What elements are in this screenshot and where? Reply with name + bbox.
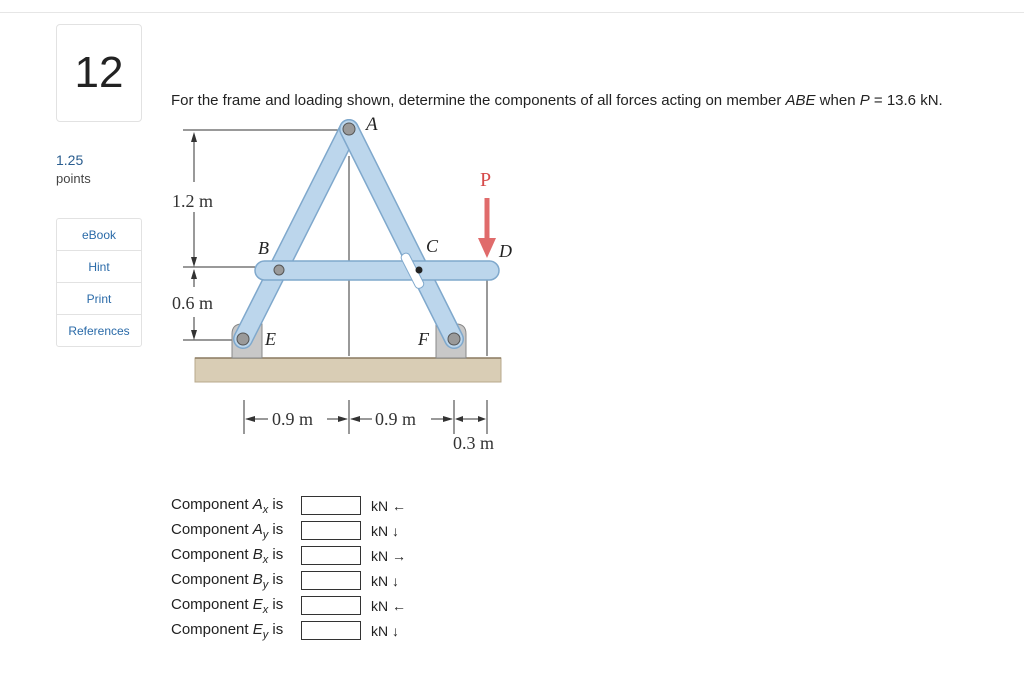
dim-0-3m: 0.3 m [453,433,495,453]
frame-figure [150,112,530,462]
pin-B [274,265,284,275]
points-value: 1.25 [56,152,84,168]
unit-Ex: kN ← [371,597,406,614]
answer-row-Ex: Component $E_x$ is kN ← [171,595,406,616]
answer-input-By[interactable] [301,571,361,590]
load-symbol: P [859,92,870,109]
unit-Ey: kN ↓ [371,622,399,639]
answer-input-Ex[interactable] [301,596,361,615]
unit-Bx: kN → [371,547,406,564]
unit-Ax: kN ← [371,497,406,514]
label-B: B [258,238,269,258]
label-P: P [480,169,492,191]
references-link[interactable]: References [57,314,141,346]
answer-row-Ax: Component $A_x$ is kN ← [171,495,406,516]
dim-1-2m: 1.2 m [172,191,214,211]
resources-panel [56,218,142,347]
points-label: points [56,171,91,186]
pin-A [343,123,355,135]
answer-input-Ay[interactable] [301,521,361,540]
hint-link[interactable]: Hint [57,250,141,282]
label-E: E [265,329,276,349]
ebook-link[interactable]: eBook [81,227,117,242]
dim-0-9m-left: 0.9 m [272,409,314,429]
print-link[interactable]: Print [57,282,141,314]
answer-input-Bx[interactable] [301,546,361,565]
label-C: C [426,236,439,256]
answer-row-By: Component $B_y$ is kN ↓ [171,570,399,591]
dim-0-9m-right: 0.9 m [375,409,417,429]
unit-By: kN ↓ [371,572,399,589]
member-BCD [255,261,499,280]
unit-Ay: kN ↓ [371,522,399,539]
answer-section [171,493,406,643]
label-A: A [366,114,378,135]
answer-row-Ey: Component $E_y$ is kN ↓ [171,620,399,641]
label-D: D [499,241,512,261]
answer-input-Ey[interactable] [301,621,361,640]
answer-row-Bx: Component $B_x$ is kN → [171,545,406,566]
pin-E [237,333,249,345]
top-divider [0,12,1024,13]
question-text: For the frame and loading shown, determine the components of all forces acting on member ABE when P = 13.6 kN. [171,92,943,109]
label-F: F [418,329,429,349]
ground [195,358,501,382]
pin-F [448,333,460,345]
member-name: ABE [785,92,816,109]
dim-0-6m: 0.6 m [172,293,214,313]
question-number: 12 [56,24,142,122]
answer-input-Ax[interactable] [301,496,361,515]
answer-row-Ay: Component $A_y$ is kN ↓ [171,520,399,541]
